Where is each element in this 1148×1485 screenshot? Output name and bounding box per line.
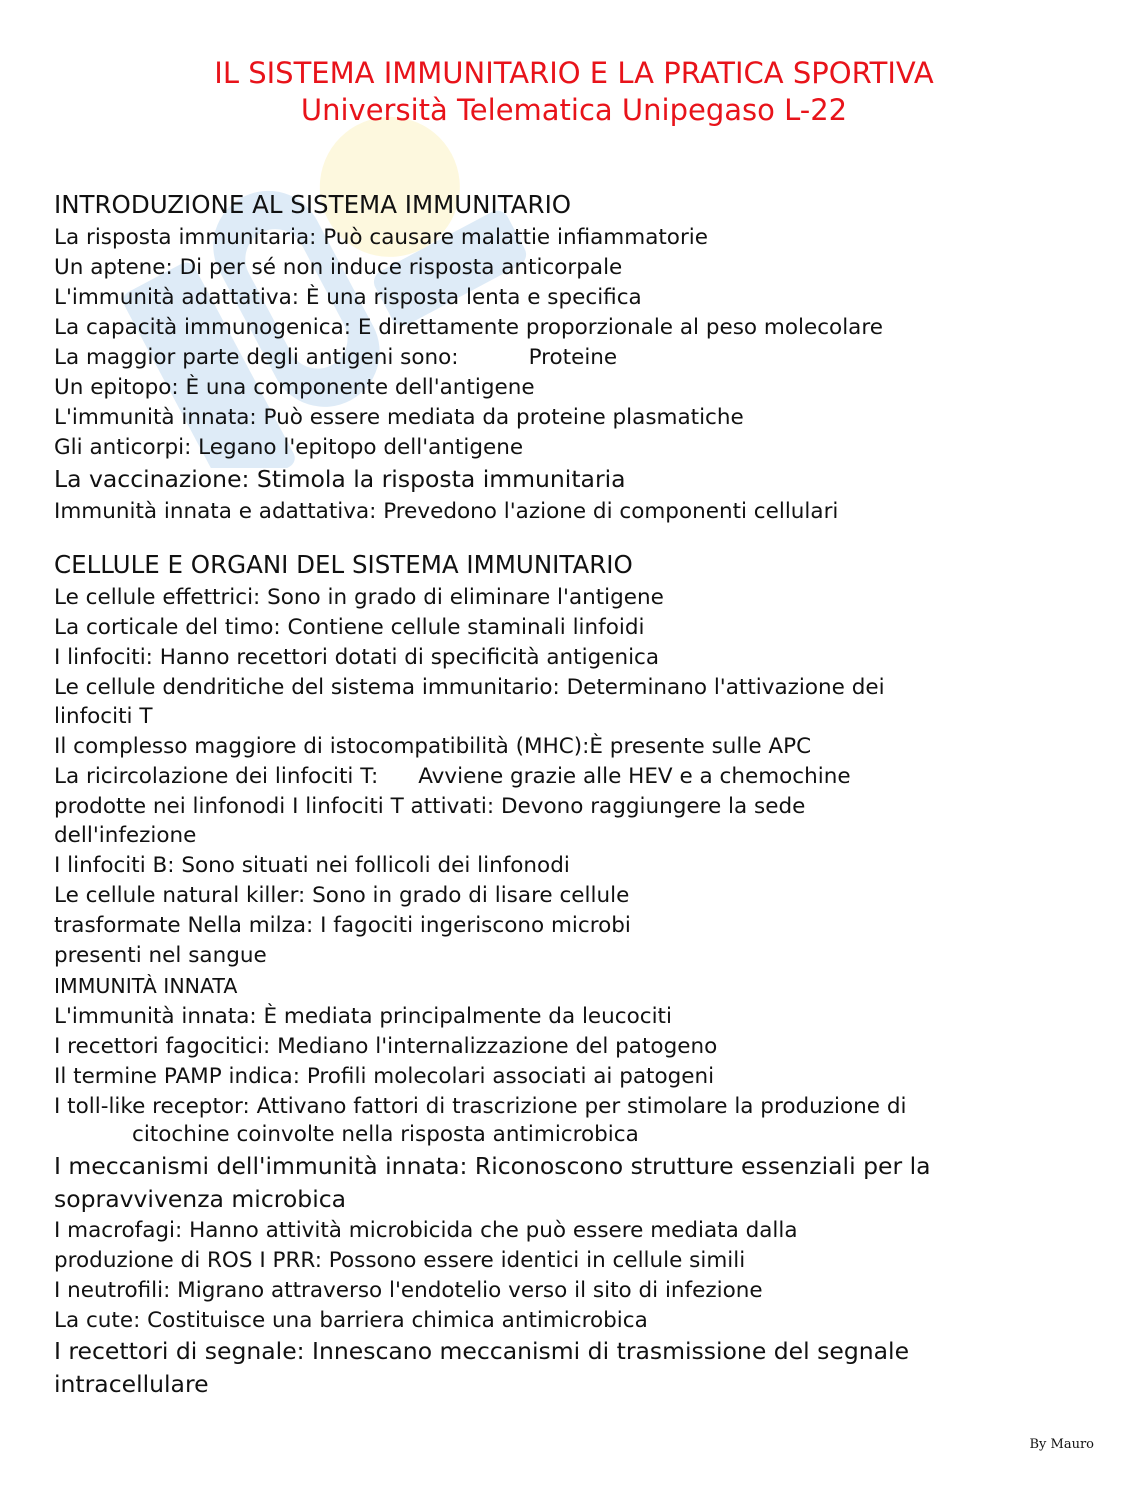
text-line: Le cellule effettrici: Sono in grado di eliminare l'antigene xyxy=(54,585,664,610)
text-line: Le cellule dendritiche del sistema immunitario: Determinano l'attivazione dei xyxy=(54,675,885,700)
text-line: Un epitopo: È una componente dell'antigene xyxy=(54,375,535,400)
text-line: Il complesso maggiore di istocompatibilità (MHC):È presente sulle APC xyxy=(54,734,812,759)
document-header xyxy=(0,55,1148,129)
text-line-label: La maggior parte degli antigeni sono: xyxy=(54,345,459,370)
text-line: L'immunità innata: Può essere mediata da proteine plasmatiche xyxy=(54,405,744,430)
text-line: La risposta immunitaria: Può causare malattie infiammatorie xyxy=(54,225,708,250)
document-subtitle: Università Telematica Unipegaso L-22 xyxy=(300,93,848,127)
text-line: Un aptene: Di per sé non induce risposta anticorpale xyxy=(54,255,623,280)
text-line: dell'infezione xyxy=(54,823,197,848)
text-line: I toll-like receptor: Attivano fattori di trascrizione per stimolare la produzione di xyxy=(54,1094,907,1119)
text-line-answer: Proteine xyxy=(528,345,618,370)
text-line: I neutrofili: Migrano attraverso l'endotelio verso il sito di infezione xyxy=(54,1278,763,1303)
text-line: I recettori di segnale: Innescano meccanismi di trasmissione del segnale xyxy=(54,1337,910,1365)
text-line: prodotte nei linfonodi I linfociti T attivati: Devono raggiungere la sede xyxy=(54,794,806,819)
text-line: Le cellule natural killer: Sono in grado di lisare cellule xyxy=(54,883,630,908)
section-heading-introduzione: INTRODUZIONE AL SISTEMA IMMUNITARIO xyxy=(54,190,572,219)
text-line: Gli anticorpi: Legano l'epitopo dell'antigene xyxy=(54,435,524,460)
text-line xyxy=(54,345,617,370)
text-line: Immunità innata e adattativa: Prevedono l'azione di componenti cellulari xyxy=(54,499,839,524)
text-line: I linfociti: Hanno recettori dotati di specificità antigenica xyxy=(54,645,660,670)
text-line-label: La ricircolazione dei linfociti T: xyxy=(54,764,379,789)
text-line: L'immunità adattativa: È una risposta lenta e specifica xyxy=(54,285,642,310)
text-line: La capacità immunogenica: E direttamente proporzionale al peso molecolare xyxy=(54,315,883,340)
text-line: produzione di ROS I PRR: Possono essere identici in cellule simili xyxy=(54,1248,746,1273)
text-line: L'immunità innata: È mediata principalmente da leucociti xyxy=(54,1004,672,1029)
section-heading-cellule-organi: CELLULE E ORGANI DEL SISTEMA IMMUNITARIO xyxy=(54,550,633,579)
text-line: La vaccinazione: Stimola la risposta immunitaria xyxy=(54,465,626,493)
text-line: La corticale del timo: Contiene cellule staminali linfoidi xyxy=(54,615,645,640)
text-line: I meccanismi dell'immunità innata: Riconoscono strutture essenziali per la xyxy=(54,1152,931,1180)
text-line: La cute: Costituisce una barriera chimica antimicrobica xyxy=(54,1308,648,1333)
text-line: trasformate Nella milza: I fagociti ingeriscono microbi xyxy=(54,913,631,938)
text-line: linfociti T xyxy=(54,704,153,729)
text-line-answer: Avviene grazie alle HEV e a chemochine xyxy=(418,764,851,789)
footer-credit: By Mauro xyxy=(1029,1437,1094,1452)
text-line: I linfociti B: Sono situati nei follicoli dei linfonodi xyxy=(54,853,570,878)
text-line: citochine coinvolte nella risposta antimicrobica xyxy=(132,1122,639,1147)
text-line: Il termine PAMP indica: Profili molecolari associati ai patogeni xyxy=(54,1064,715,1089)
section-heading-immunita-innata: IMMUNITÀ INNATA xyxy=(54,974,238,998)
document-title: IL SISTEMA IMMUNITARIO E LA PRATICA SPORTIVA xyxy=(214,56,934,90)
text-line: presenti nel sangue xyxy=(54,943,267,968)
text-line: I recettori fagocitici: Mediano l'internalizzazione del patogeno xyxy=(54,1034,718,1059)
text-line xyxy=(54,764,851,789)
text-line: intracellulare xyxy=(54,1370,209,1398)
text-line: I macrofagi: Hanno attività microbicida che può essere mediata dalla xyxy=(54,1218,798,1243)
text-line: sopravvivenza microbica xyxy=(54,1185,347,1213)
